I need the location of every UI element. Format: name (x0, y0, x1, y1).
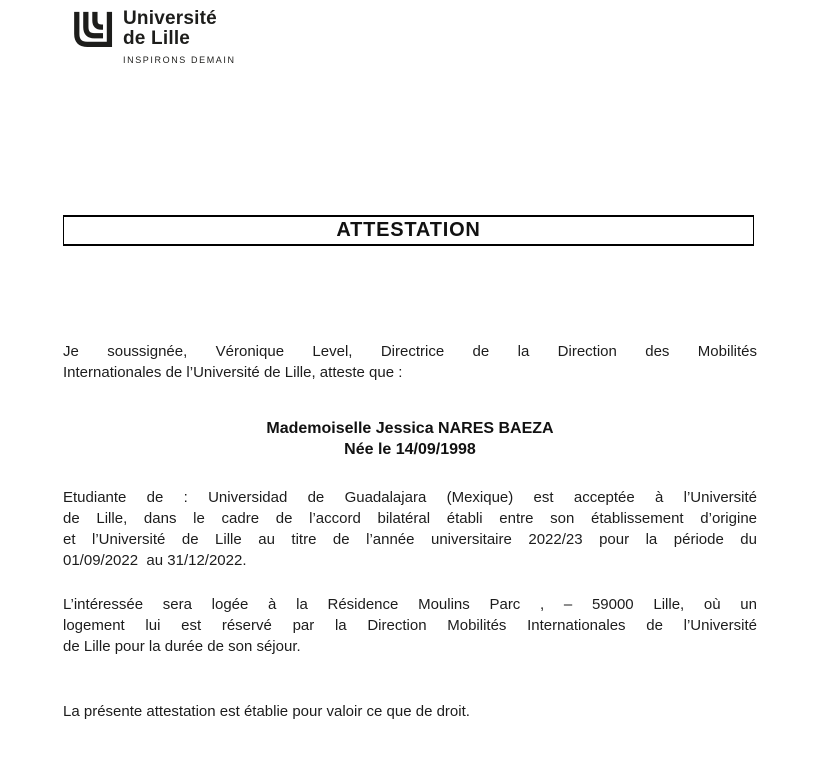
universite-de-lille-logo-icon (72, 11, 114, 51)
text-line: Etudiante de : Universidad de Guadalajara (Mexique) est acceptée à l’Université (63, 489, 757, 506)
intro-paragraph (63, 341, 757, 383)
subject-name: Mademoiselle Jessica NARES BAEZA (266, 420, 554, 437)
attestation-title-box (63, 215, 754, 246)
logo-institution-line2: de Lille (123, 28, 191, 49)
text-line: de Lille pour la durée de son séjour. (63, 638, 301, 655)
text-line: 01/09/2022 au 31/12/2022. (63, 552, 247, 569)
logo-text (123, 9, 236, 65)
logo-institution-line1: Université (123, 8, 217, 29)
text-line: de Lille, dans le cadre de l’accord bilatéral établi entre son établissement d’origine (63, 510, 757, 527)
subject-block (63, 418, 757, 460)
text-line: logement lui est réservé par la Direction Mobilités Internationales de l’Université (63, 617, 757, 634)
subject-birth-date: Née le 14/09/1998 (344, 441, 476, 458)
acceptance-paragraph (63, 487, 757, 571)
closing-statement: La présente attestation est établie pour valoir ce que de droit. (63, 703, 470, 720)
page-title: ATTESTATION (336, 219, 481, 241)
universite-de-lille-logo (72, 9, 236, 65)
text-line: L’intéressée sera logée à la Résidence Moulins Parc , – 59000 Lille, où un (63, 596, 757, 613)
logo-tagline: INSPIRONS DEMAIN (123, 55, 236, 65)
housing-paragraph (63, 594, 757, 657)
text-line: et l’Université de Lille au titre de l’année universitaire 2022/23 pour la période du (63, 531, 757, 548)
text-line: Je soussignée, Véronique Level, Directrice de la Direction des Mobilités (63, 343, 757, 360)
text-line: Internationales de l’Université de Lille, atteste que : (63, 364, 403, 381)
